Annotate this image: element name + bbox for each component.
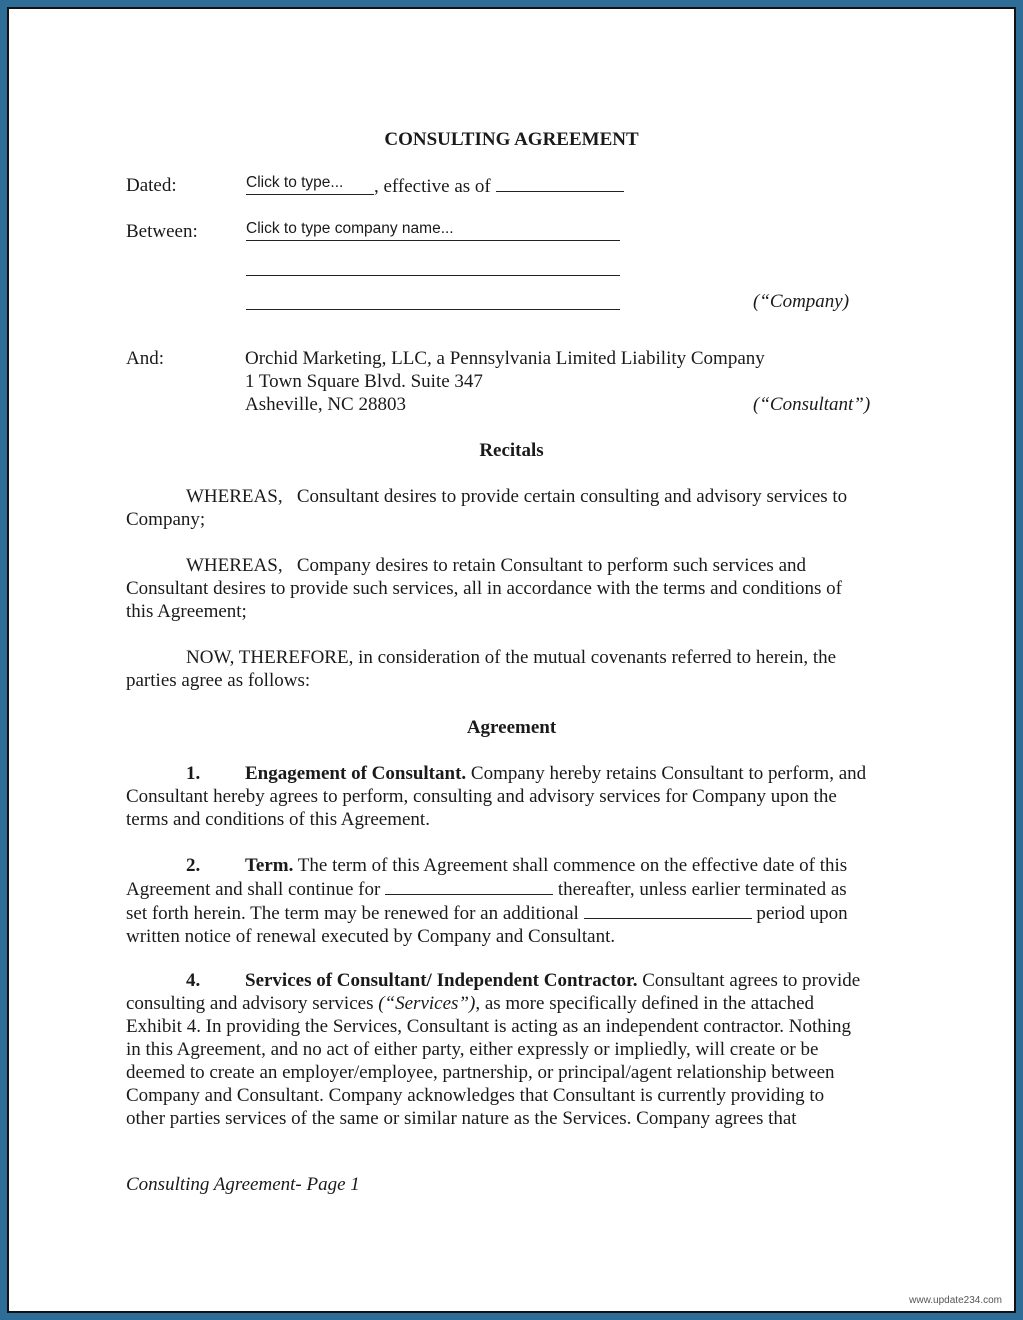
company-address-blank-1[interactable] [246,255,620,276]
company-tag: (“Company) [753,291,850,312]
renewal-period-blank[interactable] [584,901,752,919]
page-footer: Consulting Agreement- Page 1 [126,1174,360,1195]
section-1-engagement: 1. Engagement of Consultant. Company hereby retains Consultant to perform, and Consultant hereby agrees to perform, consulting and advisory services for Company upon the terms and conditions of this Agreement. [126,763,867,830]
agreement-heading: Agreement [466,717,557,738]
between-label: Between: [126,221,198,242]
whereas-paragraph-1: WHEREAS, Consultant desires to provide certain consulting and advisory services to Company; [126,486,848,530]
consultant-address-line: 1 Town Square Blvd. Suite 347 [245,371,483,392]
section-title: Engagement of Consultant. [245,763,467,784]
company-name-input-field[interactable]: Click to type company name... [246,220,620,241]
section-title: Term. [245,855,294,876]
dated-label: Dated: [126,175,177,196]
section-2-term: 2. Term. The term of this Agreement shall commence on the effective date of this Agreement and shall continue for thereafter, unless earlier terminated as set forth herein. The term may be renewed for an additional period upon written notice of renewal executed by Company and Consultant. [126,855,848,947]
section-4-services: 4. Services of Consultant/ Independent Contractor. Consultant agrees to provide consulting and advisory services (“Services”), as more specifically defined in the attached Exhibit 4. In providing the Services, Consultant is acting as an independent contractor. Nothing in this Agreement, and no act of either party, either expressly or impliedly, will create or be deemed to create an employer/employee, partnership, or principal/agent relationship between Company and Consultant. Company acknowledges that Consultant is currently providing to other parties services of the same or similar nature as the Services. Company agrees that [126,970,861,1129]
now-therefore-paragraph: NOW, THEREFORE, in consideration of the mutual covenants referred to herein, the parties agree as follows: [126,647,837,691]
document-title: CONSULTING AGREEMENT [384,129,639,150]
section-number: 2. [186,855,201,876]
company-address-blank-2[interactable] [246,289,620,310]
watermark-text: www.update234.com [906,1295,1005,1306]
recitals-heading: Recitals [479,440,544,461]
and-label: And: [126,348,164,369]
dated-input-field[interactable]: Click to type... [246,174,374,195]
effective-as-of-label: , effective as of [374,174,624,198]
whereas-paragraph-2: WHEREAS, Company desires to retain Consultant to perform such services and Consultant desires to provide such services, all in accordance with the terms and conditions of this Agreement; [126,555,843,622]
consultant-city-line: Asheville, NC 28803 [245,394,406,415]
section-number: 4. [186,970,201,991]
consultant-name: Orchid Marketing, LLC, a Pennsylvania Limited Liability Company [245,348,765,369]
section-title: Services of Consultant/ Independent Contractor. [245,970,638,991]
consultant-tag: (“Consultant”) [753,394,871,415]
section-number: 1. [186,763,201,784]
term-length-blank[interactable] [385,877,553,895]
effective-date-blank[interactable] [496,174,624,192]
